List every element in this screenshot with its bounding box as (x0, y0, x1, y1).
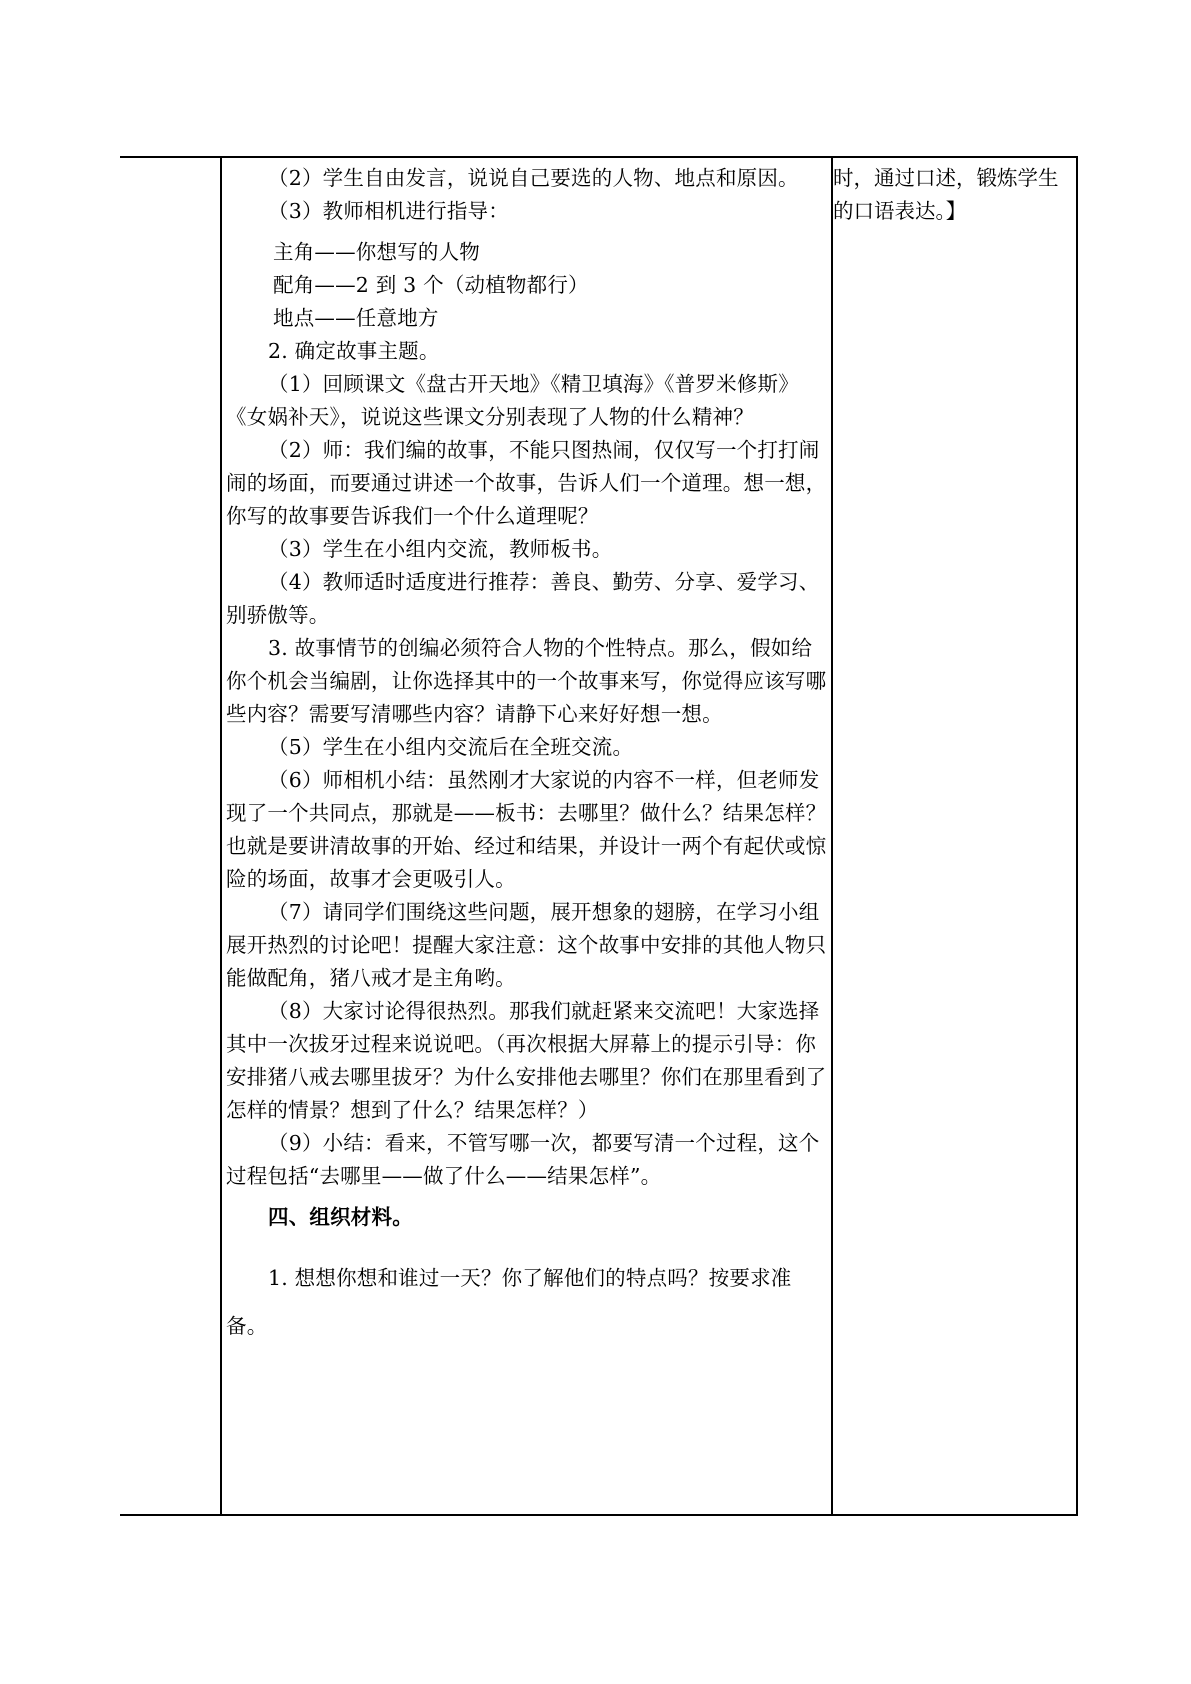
paragraph: （6）师相机小结：虽然刚才大家说的内容不一样，但老师发现了一个共同点，那就是——板书：去哪里？做什么？结果怎样？也就是要讲清故事的开始、经过和结果，并设计一两个有起伏或惊险的场面，故事才会更吸引人。 (226, 768, 827, 891)
paragraph: （3）教师相机进行指导： (268, 199, 509, 223)
paragraph: 地点——任意地方 (273, 306, 439, 330)
paragraph: （2）学生自由发言，说说自己要选的人物、地点和原因。 (268, 166, 799, 190)
table-left-cell (120, 158, 220, 1514)
paragraph: （9）小结：看来，不管写哪一次，都要写清一个过程，这个过程包括“去哪里——做了什么——结果怎样”。 (226, 1131, 820, 1188)
paragraph: （1）回顾课文《盘古开天地》《精卫填海》《普罗米修斯》《女娲补天》，说说这些课文分别表现了人物的什么精神？ (226, 372, 799, 429)
section-heading: 2. 确定故事主题。 (268, 339, 440, 363)
paragraph: （8）大家讨论得很热烈。那我们就赶紧来交流吧！大家选择其中一次拔牙过程来说说吧。（再次根据大屏幕上的提示引导：你安排猪八戒去哪里拔牙？为什么安排他去哪里？你们在那里看到了怎样的情景？想到了什么？结果怎样？） (226, 999, 827, 1122)
table-content-cell (220, 158, 833, 1514)
paragraph: （4）教师适时适度进行推荐：善良、勤劳、分享、爱学习、别骄傲等。 (226, 570, 820, 627)
paragraph: （7）请同学们围绕这些问题，展开想象的翅膀，在学习小组展开热烈的讨论吧！提醒大家注意：这个故事中安排的其他人物只能做配角，猪八戒才是主角哟。 (226, 900, 827, 990)
paragraph: （2）师：我们编的故事，不能只图热闹，仅仅写一个打打闹闹的场面，而要通过讲述一个故事，告诉人们一个道理。想一想，你写的故事要告诉我们一个什么道理呢？ (226, 438, 827, 528)
table-notes-cell (833, 158, 1078, 1514)
paragraph: 配角——2 到 3 个（动植物都行） (273, 273, 589, 297)
teaching-process-text (222, 158, 831, 1350)
design-intent-note: 时，通过口述，锻炼学生的口语表达。】 (833, 166, 1059, 223)
section-heading: 四、组织材料。 (268, 1205, 413, 1229)
lesson-plan-table (120, 156, 1078, 1516)
paragraph: 主角——你想写的人物 (273, 240, 480, 264)
paragraph: 1. 想想你想和谁过一天？你了解他们的特点吗？按要求准备。 (226, 1266, 792, 1338)
paragraph: （5）学生在小组内交流后在全班交流。 (268, 735, 634, 759)
section-heading: 3. 故事情节的创编必须符合人物的个性特点。那么，假如给你个机会当编剧，让你选择其中的一个故事来写，你觉得应该写哪些内容？需要写清哪些内容？请静下心来好好想一想。 (226, 636, 827, 726)
paragraph: （3）学生在小组内交流，教师板书。 (268, 537, 613, 561)
